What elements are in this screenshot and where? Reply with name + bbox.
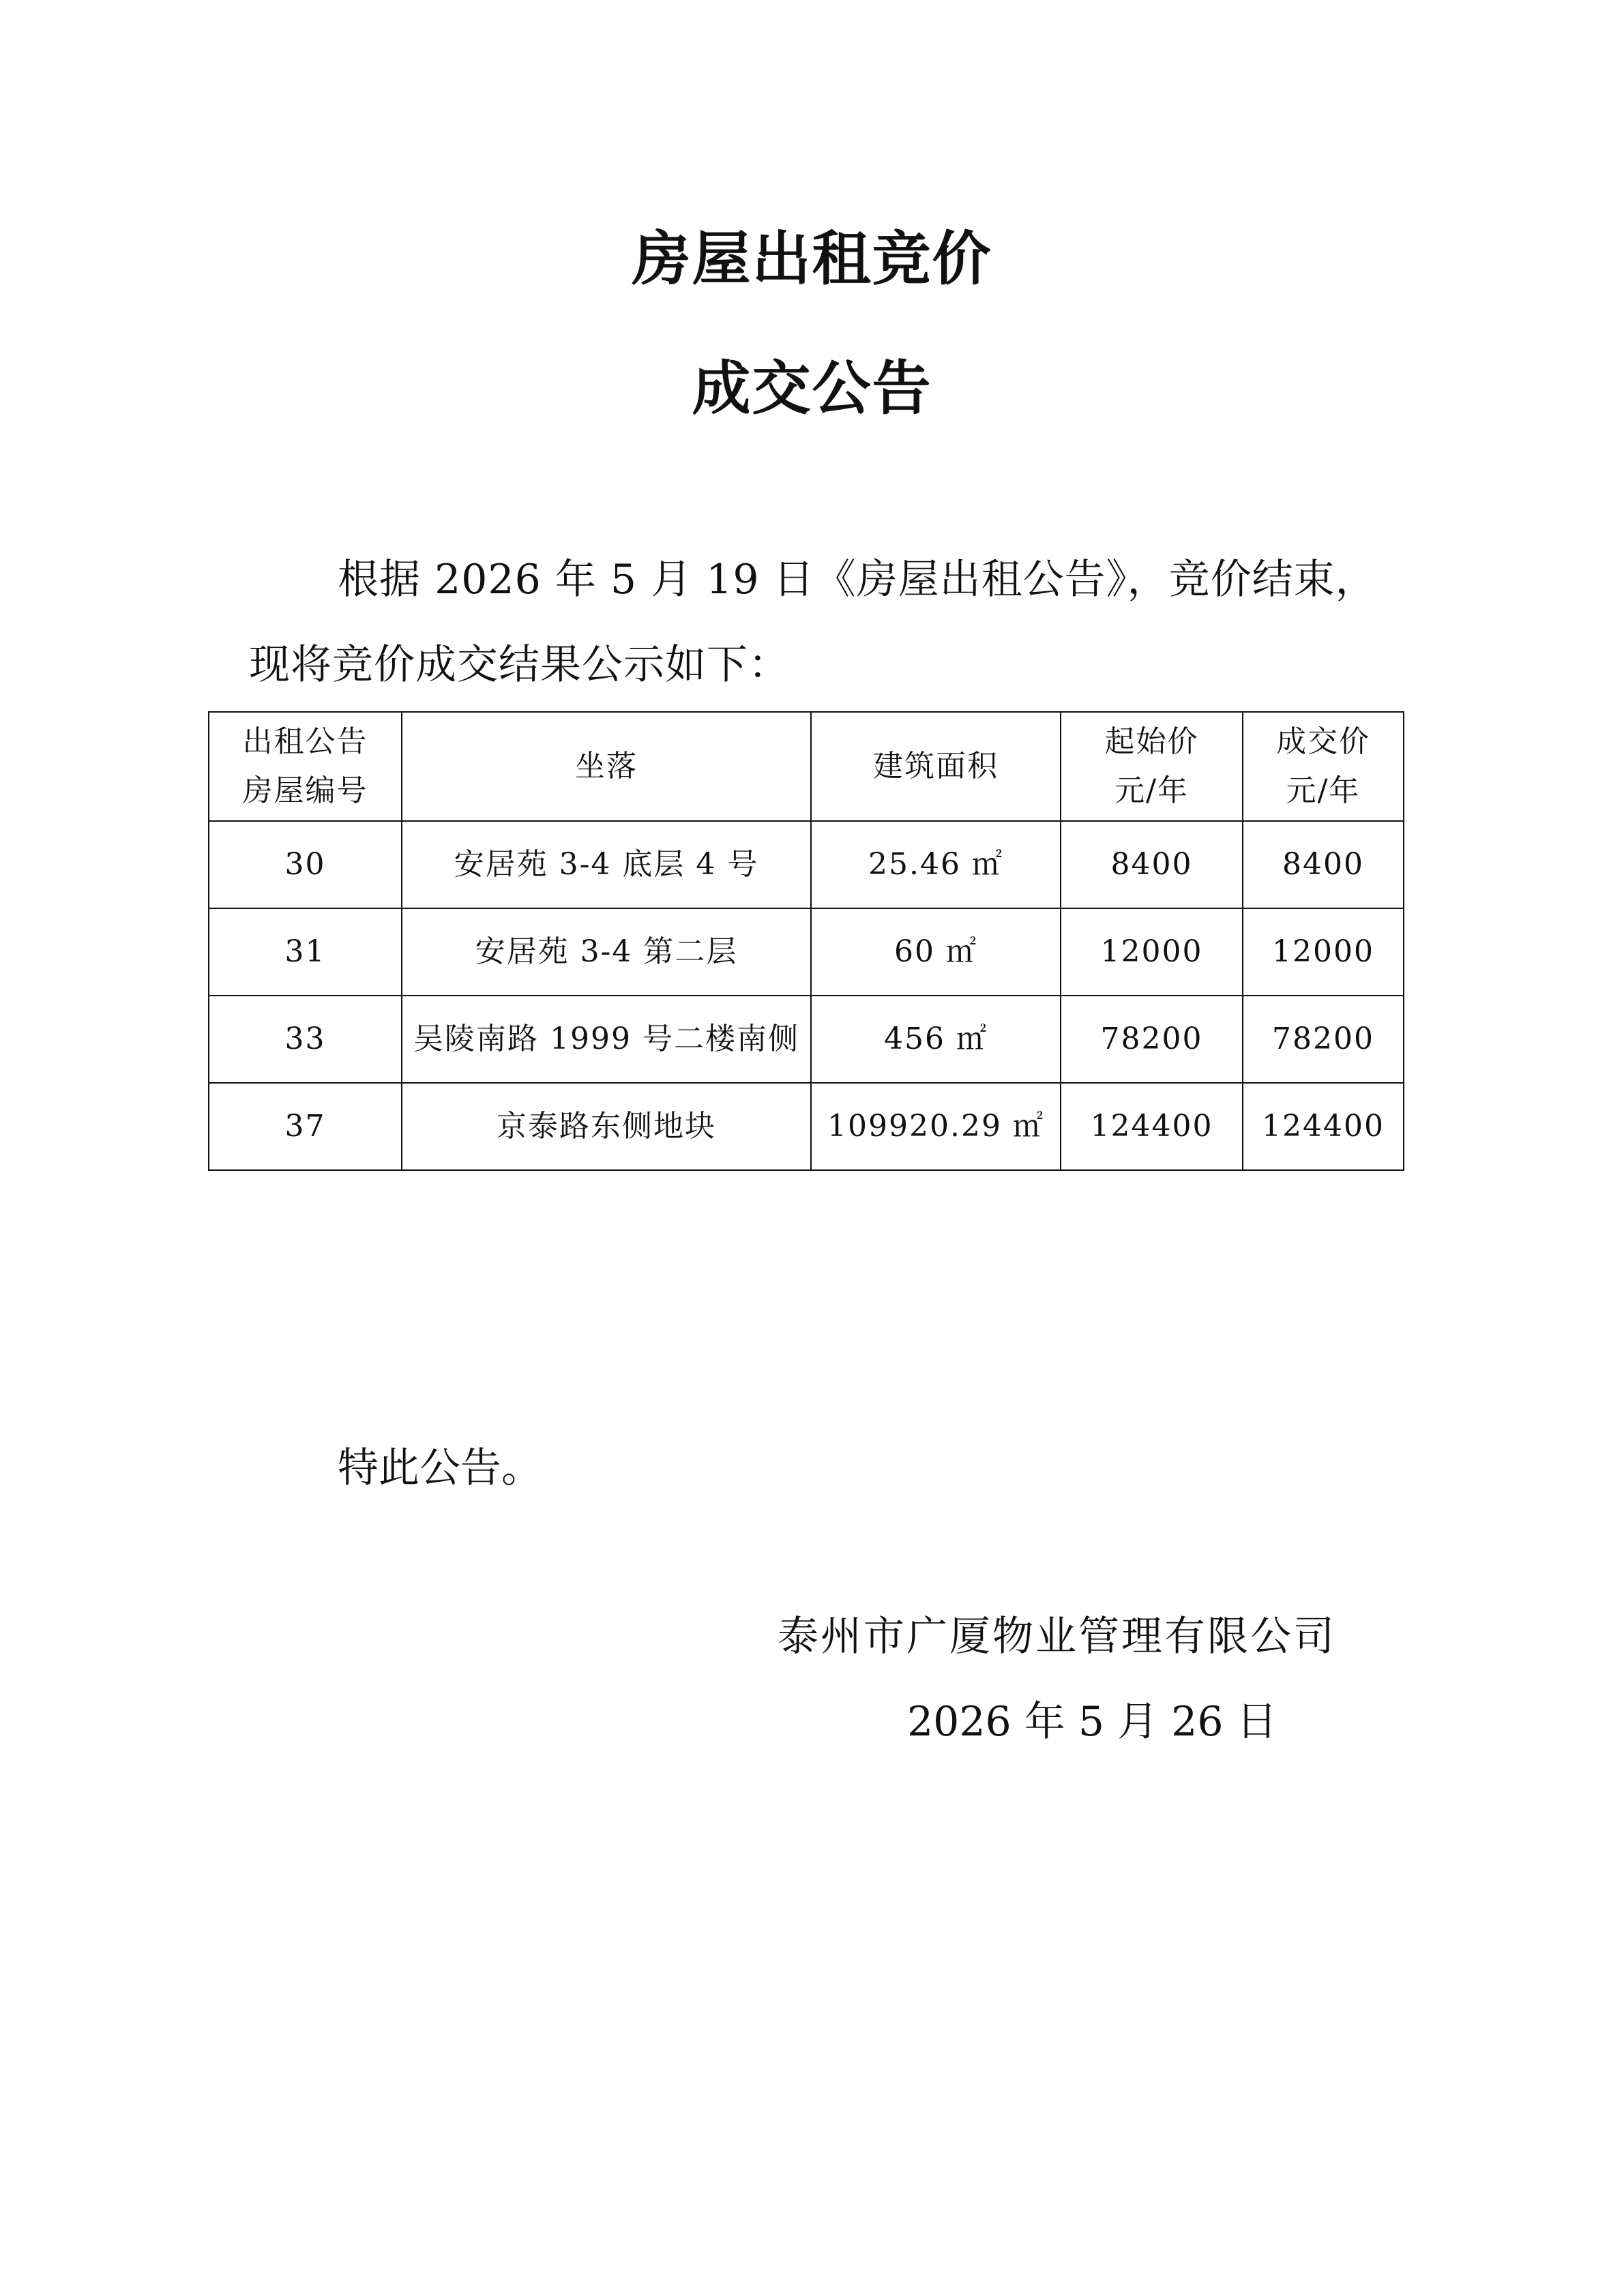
- header-area: 建筑面积: [811, 712, 1061, 821]
- signature-date: 2026 年 5 月 26 日: [907, 1698, 1278, 1746]
- result-table: [208, 711, 1404, 1171]
- header-house-id-line-1: 出租公告: [242, 724, 368, 759]
- intro-paragraph-line-1: 根据 2026 年 5 月 19 日《房屋出租公告》，竞价结束，: [338, 556, 1377, 603]
- table-row: [209, 1083, 1404, 1170]
- cell-start-price: 124400: [1061, 1083, 1243, 1170]
- cell-deal-price: 8400: [1243, 821, 1404, 908]
- cell-house-id: 33: [209, 996, 402, 1083]
- document-title: 房屋出租竞价: [632, 225, 992, 293]
- cell-start-price: 12000: [1061, 908, 1243, 996]
- header-location: 坐落: [402, 712, 811, 821]
- cell-deal-price: 124400: [1243, 1083, 1404, 1170]
- closing-statement: 特此公告。: [338, 1444, 542, 1492]
- table-row: [209, 996, 1404, 1083]
- intro-paragraph-line-2: 现将竞价成交结果公示如下：: [249, 641, 790, 689]
- document-subtitle: 成交公告: [692, 355, 932, 423]
- cell-area: 109920.29 ㎡: [811, 1083, 1061, 1170]
- header-start-price-line-1: 起始价: [1104, 724, 1199, 759]
- cell-house-id: 31: [209, 908, 402, 996]
- cell-area: 60 ㎡: [811, 908, 1061, 996]
- header-start-price: [1061, 712, 1243, 821]
- cell-location: 京泰路东侧地块: [402, 1083, 811, 1170]
- signature-company: 泰州市广厦物业管理有限公司: [778, 1613, 1336, 1660]
- header-deal-price-line-2: 元/年: [1286, 773, 1361, 808]
- header-start-price-line-2: 元/年: [1114, 773, 1189, 808]
- cell-start-price: 8400: [1061, 821, 1243, 908]
- cell-location: 吴陵南路 1999 号二楼南侧: [402, 996, 811, 1083]
- cell-location: 安居苑 3-4 第二层: [402, 908, 811, 996]
- cell-deal-price: 78200: [1243, 996, 1404, 1083]
- cell-area: 25.46 ㎡: [811, 821, 1061, 908]
- cell-location: 安居苑 3-4 底层 4 号: [402, 821, 811, 908]
- table-row: [209, 821, 1404, 908]
- header-deal-price: [1243, 712, 1404, 821]
- cell-start-price: 78200: [1061, 996, 1243, 1083]
- header-house-id-line-2: 房屋编号: [242, 773, 368, 808]
- table-header-row: [209, 712, 1404, 821]
- cell-house-id: 30: [209, 821, 402, 908]
- table-row: [209, 908, 1404, 996]
- cell-area: 456 ㎡: [811, 996, 1061, 1083]
- header-house-id: [209, 712, 402, 821]
- cell-deal-price: 12000: [1243, 908, 1404, 996]
- cell-house-id: 37: [209, 1083, 402, 1170]
- header-deal-price-line-1: 成交价: [1276, 724, 1370, 759]
